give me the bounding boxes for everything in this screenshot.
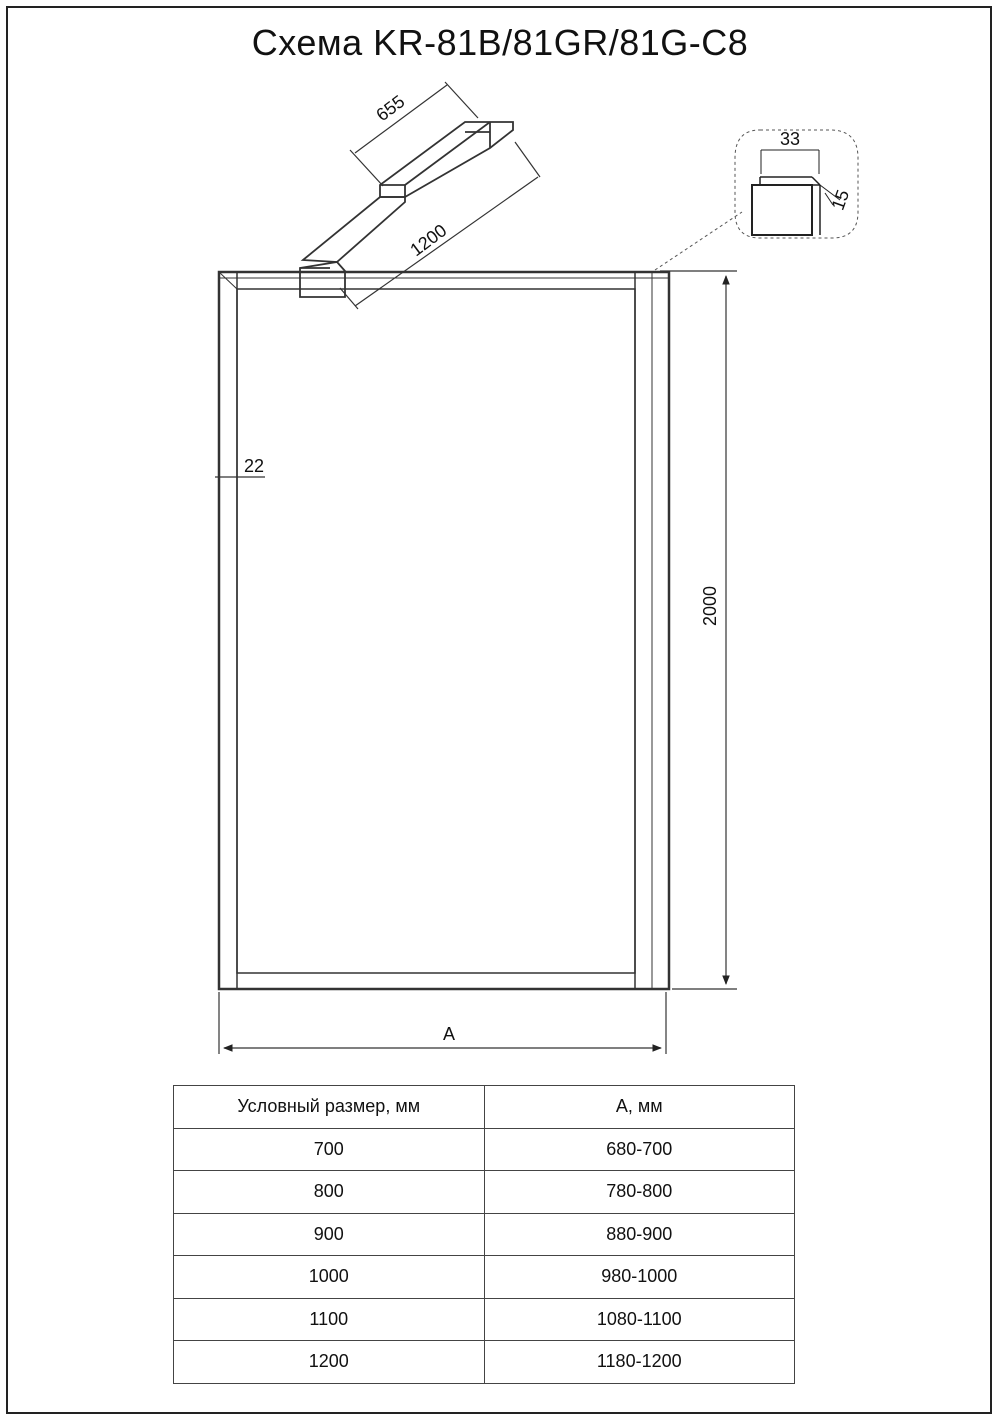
dim-label-655: 655 — [372, 91, 409, 126]
dim-label-33: 33 — [779, 129, 801, 149]
table-cell: 1080-1100 — [484, 1298, 795, 1341]
table-header-nominal: Условный размер, мм — [174, 1086, 485, 1129]
dim-bar-short — [350, 82, 478, 186]
profile-section — [752, 150, 840, 235]
table-cell: 700 — [174, 1128, 485, 1171]
dim-label-a: A — [442, 1024, 456, 1044]
dim-height — [660, 271, 737, 989]
table-cell: 680-700 — [484, 1128, 795, 1171]
detail-leader — [655, 212, 742, 270]
dim-label-2000: 2000 — [700, 585, 720, 627]
table-cell: 880-900 — [484, 1213, 795, 1256]
table-cell: 980-1000 — [484, 1256, 795, 1299]
table-row — [174, 1341, 795, 1384]
table-cell: 1000 — [174, 1256, 485, 1299]
dim-label-1200: 1200 — [406, 220, 451, 261]
table-header-row — [174, 1086, 795, 1129]
table-row — [174, 1128, 795, 1171]
dim-label-22: 22 — [243, 456, 265, 476]
table-header-a: A, мм — [484, 1086, 795, 1129]
table-cell: 900 — [174, 1213, 485, 1256]
table-cell: 1180-1200 — [484, 1341, 795, 1384]
dim-label-15: 15 — [827, 187, 854, 213]
table-cell: 1100 — [174, 1298, 485, 1341]
table-cell: 780-800 — [484, 1171, 795, 1214]
page-title: Схема KR-81B/81GR/81G-C8 — [251, 22, 749, 63]
glass-panel — [219, 272, 669, 989]
table-cell: 1200 — [174, 1341, 485, 1384]
size-table — [173, 1085, 795, 1384]
table-row — [174, 1171, 795, 1214]
table-row — [174, 1213, 795, 1256]
table-cell: 800 — [174, 1171, 485, 1214]
table-row — [174, 1256, 795, 1299]
dim-width — [219, 992, 666, 1054]
table-row — [174, 1298, 795, 1341]
